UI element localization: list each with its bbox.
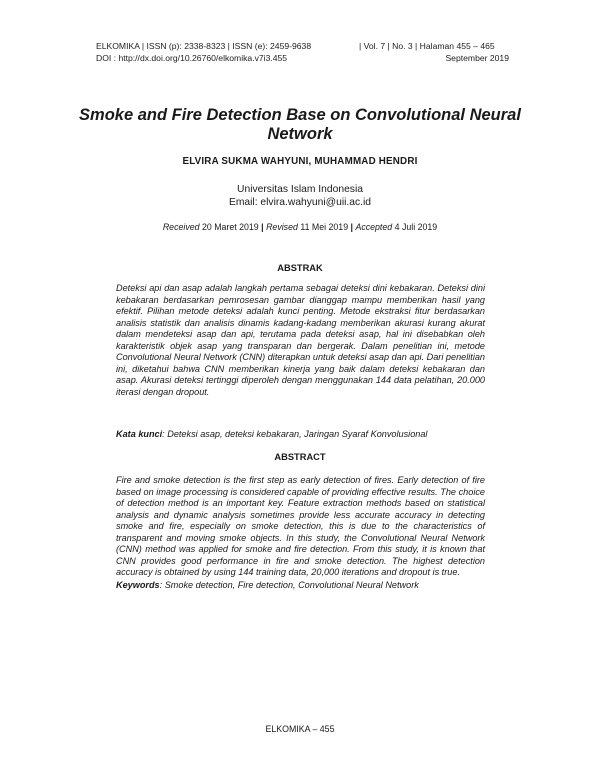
received-date: 20 Maret 2019 <box>201 222 259 232</box>
received-label: Received <box>162 222 200 232</box>
revised-date: 11 Mei 2019 <box>300 222 349 232</box>
author-list: ELVIRA SUKMA WAHYUNI, MUHAMMAD HENDRI <box>182 156 418 167</box>
accepted-label: Accepted <box>355 222 393 232</box>
abstract-keywords <box>116 580 496 590</box>
date-separator: | <box>261 222 264 232</box>
running-header-right <box>359 40 509 64</box>
abstrak-heading: ABSTRAK <box>277 263 323 273</box>
running-header-left <box>96 40 311 64</box>
institution: Universitas Islam Indonesia <box>237 184 363 195</box>
kata-kunci-values: : Deteksi asap, deteksi kebakaran, Jaringan Syaraf Konvolusional <box>162 429 428 439</box>
keywords-label: Keywords <box>116 580 160 590</box>
issue-date-line: September 2019 <box>445 53 509 63</box>
accepted-date: 4 Juli 2019 <box>394 222 438 232</box>
revised-label: Revised <box>266 222 298 232</box>
kata-kunci-label: Kata kunci <box>116 429 163 439</box>
journal-issn-line: ELKOMIKA | ISSN (p): 2338-8323 | ISSN (e): 2459-9638 <box>96 41 312 51</box>
submission-dates <box>0 222 600 232</box>
date-separator: | <box>350 222 354 232</box>
author-email: Email: elvira.wahyuni@uii.ac.id <box>228 197 372 208</box>
abstract-heading: ABSTRACT <box>274 452 326 462</box>
doi-line: DOI : http://dx.doi.org/10.26760/elkomika.v7i3.455 <box>96 53 288 63</box>
page-footer: ELKOMIKA – 455 <box>265 724 335 734</box>
abstrak-text: Deteksi api dan asap adalah langkah pertama sebagai deteksi dini kebakaran. Deteksi dini kebakaran berdasarkan pemrosesan gambar dianggap mampu memberikan hasil yang efektif. Pilihan metode deteksi adalah kunci penting. Metode ekstraksi fitur berdasarkan analisis statistik dan analisis dinamis kadang-kadang memberikan akurasi kurang akurat dalam mendeteksi asap dan api, terutama pada deteksi asap, hal ini disebabkan oleh karakteristik objek asap yang transparan dan bergerak. Dalam penelitian ini, metode Convolutional Neural Network (CNN) diterapkan untuk deteksi asap dan api. Dari penelitian ini, diketahui bahwa CNN memberikan kinerja yang baik dalam deteksi kebakaran dan asap. Akurasi deteksi tertinggi diperoleh dengan menggunakan 144 data pelatihan, 20.000 iterasi dengan dropout. <box>116 283 485 397</box>
abstrak-keywords <box>116 429 496 439</box>
keywords-values: : Smoke detection, Fire detection, Convolutional Neural Network <box>159 580 419 590</box>
paper-title: Smoke and Fire Detection Base on Convolutional Neural Network <box>79 106 521 143</box>
abstract-text: Fire and smoke detection is the first step as early detection of fires. Early detection of fire based on image processing is considered capable of providing effective results. The choice of detection method is an important key. Feature extraction methods based on statistical analysis and dynamic analysis sometimes provide less accurate accuracy in detecting smoke and fire, especially on smoke detection, this is due to the characteristics of transparent and moving smoke objects. In this study, the Convolutional Neural Network (CNN) method was applied for smoke and fire detection. From this study, it is known that CNN provides good performance in fire and smoke detection. The highest detection accuracy is obtained by using 144 training data, 20,000 iterations and dropout is true. <box>116 475 485 578</box>
volume-line: | Vol. 7 | No. 3 | Halaman 455 – 465 <box>359 41 495 51</box>
affiliation-block <box>0 183 600 209</box>
